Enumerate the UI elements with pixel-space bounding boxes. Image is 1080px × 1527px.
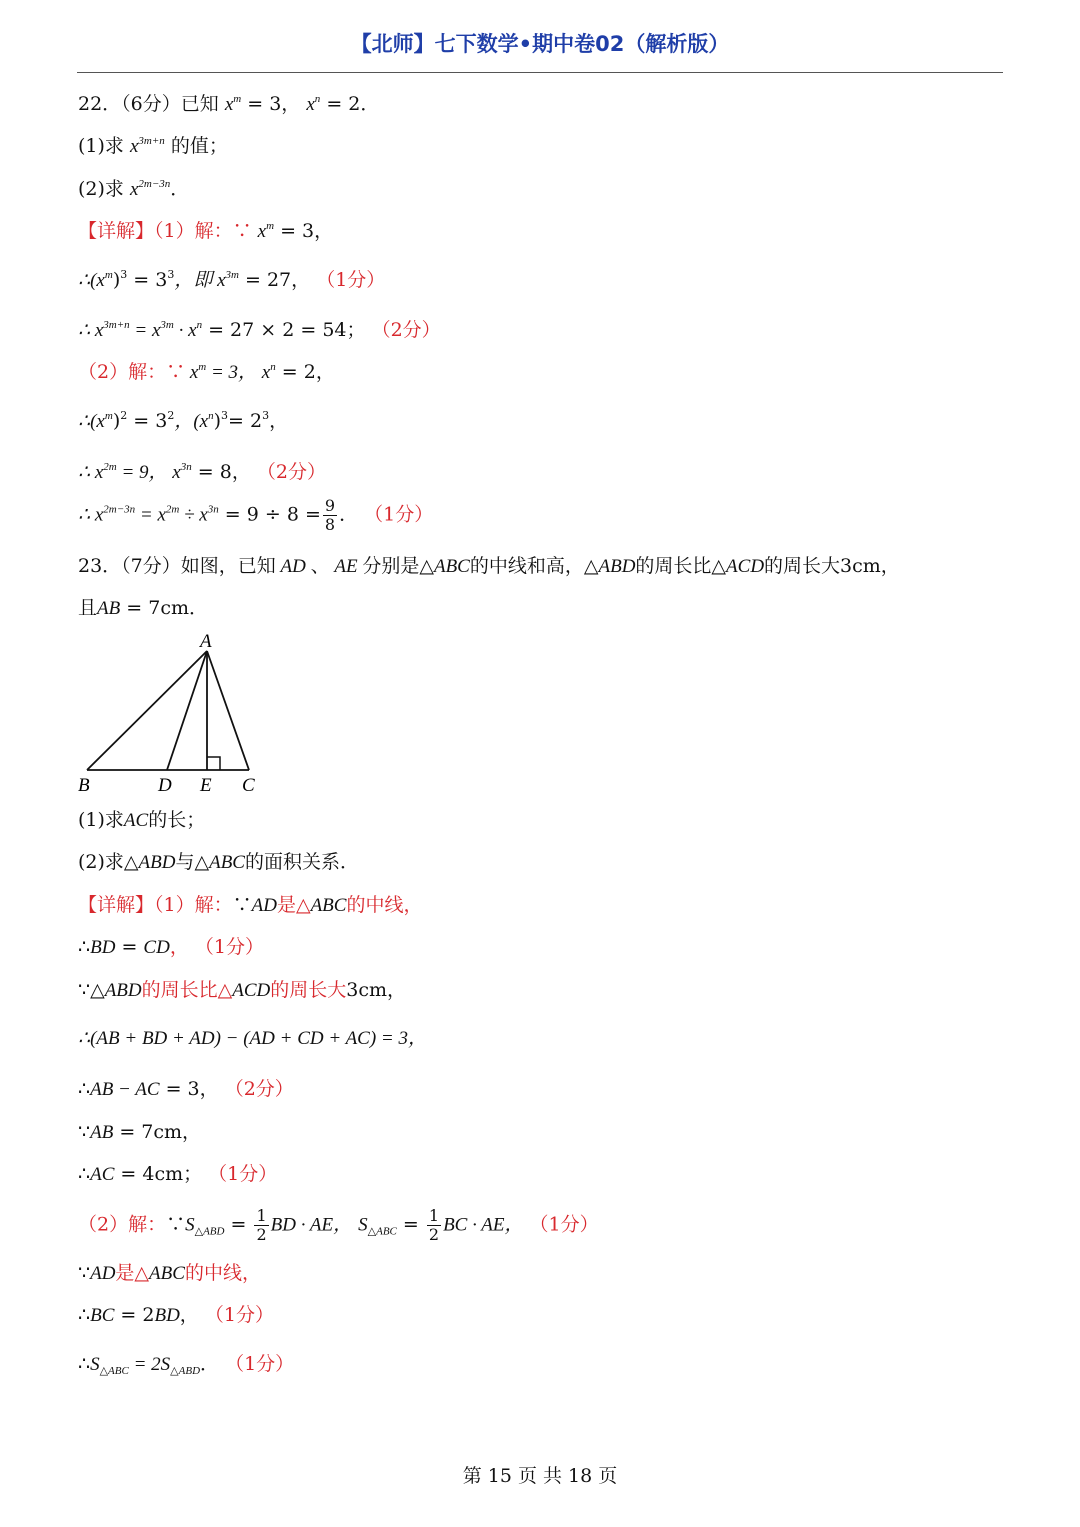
label-e: E [200,775,212,796]
q23-step-8: ∴BC = 2BD， （1分） [78,1304,274,1326]
q23-solution-1: 【详解】（1）解：∵AD是△ABC的中线， [78,894,423,916]
q22-step-2: ∴ $x^{3m+n} = x^{3m} \cdot x^n = 27 \times 2 = 54$； （2分） [78,319,441,341]
fraction: $\frac{9}{8}$ [324,496,336,534]
header-rule [77,72,1003,73]
label-b: B [78,775,90,796]
label-c: C [242,775,255,796]
q22-step-3: $\therefore(x^m)^2 = 3^2$，$(x^n)^3= 2^3$， [78,409,289,432]
page-footer: 第 15 页 共 18 页 [462,1465,618,1487]
q23-part2: (2)求△ABD与△ABC的面积关系． [78,851,359,873]
q22-stem: 22．（6分）已知 $x^m = 3$， $x^n = 2$． [78,93,380,115]
q22-solution-1: 【详解】（1）解：∵ $x^m = 3$， [78,220,334,242]
q22-step-1: $\therefore(x^m)^3 = 3^3$，即 $x^{3m} = 27$， （1分） [78,268,386,291]
q23-step-9: $\therefore S_{\triangle ABC} = 2S_{\triangle ABD}$． （1分） [78,1353,295,1377]
q22-part2: (2)求 $x^{2m-3n}$． [78,178,190,200]
q23-step-5: ∵AB = 7cm， [78,1121,202,1143]
q22-part1: (1)求 $x^{3m+n}$ 的值； [78,135,228,157]
label-a: A [200,631,212,652]
q23-step-2: ∵△ABD的周长比△ACD的周长大3cm， [78,979,407,1001]
triangle-figure [76,630,276,800]
q23-step-6: ∴AC = 4cm； （1分） [78,1163,278,1185]
q23-step-7: ∵AD是△ABC的中线， [78,1262,261,1284]
q23-stem-2: 且AB = 7cm． [78,597,208,619]
side-ac [207,651,249,770]
right-angle-mark [207,757,220,770]
q23-step-1: ∴BD = CD， （1分） [78,936,264,958]
median-ad [167,651,207,770]
q22-step-5: ∴ $x^{2m-3n} = x^{2m} \div x^{3n} = 9 \div 8$ = $\frac{9}{8}$ ． （1分） [78,496,434,534]
q23-stem: 23．（7分）如图，已知 AD 、 AE 分别是△ABC的中线和高，△ABD的周长比△ACD的周长大3cm， [78,555,900,577]
q22-solution-2: （2）解：∵ $x^m = 3$， $x^n = 2$， [78,361,335,383]
q22-step-4: ∴ $x^{2m} = 9$， $x^{3n} = 8$， （2分） [78,461,326,483]
q23-solution-2: （2）解：$\because S_{\triangle ABD}$ = $\frac{1}{2}$ BD · AE， $S_{\triangle ABC}$ = $\frac{1}{2}$ BC · AE， （1分） [78,1206,599,1244]
page-header: 【北师】七下数学•期中卷02（解析版） [350,32,730,56]
fraction: $\frac{1}{2}$ [428,1206,440,1244]
side-ab [87,651,207,770]
q23-step-4: ∴AB − AC = 3， （2分） [78,1078,294,1100]
fraction: $\frac{1}{2}$ [256,1206,267,1244]
q23-step-3: ∴(AB + BD + AD) − (AD + CD + AC) = 3， [78,1028,428,1049]
label-d: D [158,775,172,796]
q23-part1: (1)求AC的长； [78,809,206,831]
